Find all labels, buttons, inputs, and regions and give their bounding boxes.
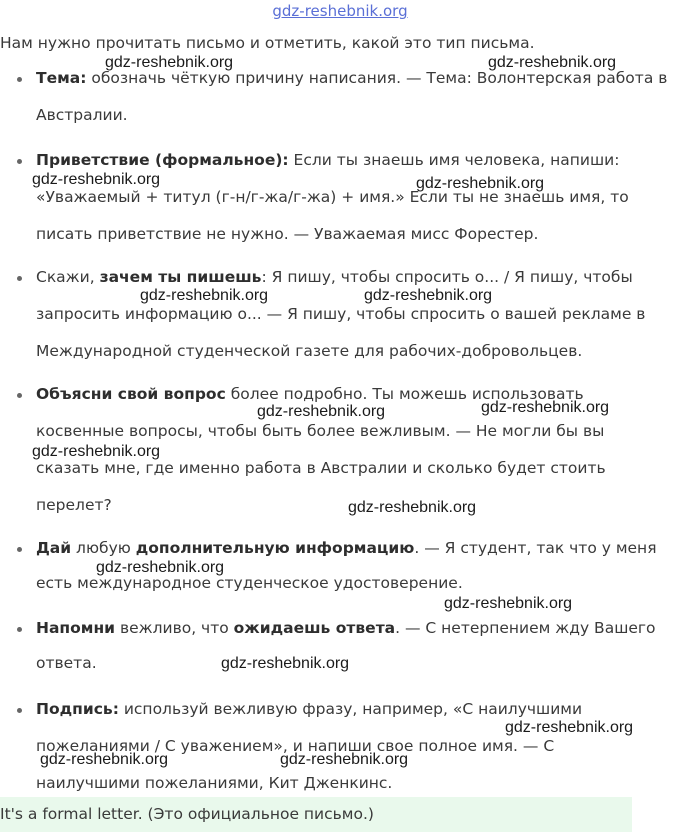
watermark: gdz-reshebnik.org	[32, 443, 161, 460]
intro-text: Нам нужно прочитать письмо и отметить, какой это тип письма.	[0, 34, 535, 52]
watermark: gdz-reshebnik.org	[481, 399, 610, 416]
text-segment: . — Я студент, так что у меня	[414, 539, 657, 557]
text-segment: пожеланиями / С уважением», и напиши свое полное имя. — С	[36, 737, 555, 755]
text-segment: писать приветствие не нужно. — Уважаемая мисс Форестер.	[36, 225, 539, 243]
site-link[interactable]: gdz-reshebnik.org	[272, 2, 408, 20]
list-item-line	[36, 106, 128, 124]
list-item-line	[36, 225, 538, 243]
watermark: gdz-reshebnik.org	[221, 655, 350, 672]
bullet-icon	[17, 276, 22, 281]
bold-term: зачем ты пишешь	[99, 268, 262, 286]
bold-term: ожидаешь ответа	[233, 619, 396, 637]
watermark: gdz-reshebnik.org	[257, 403, 386, 420]
text-segment: Если ты знаешь имя человека, напиши:	[288, 151, 620, 169]
bold-term: Дай	[36, 539, 72, 557]
list-item-line	[36, 496, 112, 514]
watermark: gdz-reshebnik.org	[32, 171, 161, 188]
bullet-icon	[17, 77, 22, 82]
bullet-icon	[17, 159, 22, 164]
list-item-line	[36, 539, 657, 557]
watermark: gdz-reshebnik.org	[140, 287, 269, 304]
text-segment: Международной студенческой газете для рабочих-добровольцев.	[36, 342, 583, 360]
watermark: gdz-reshebnik.org	[40, 751, 169, 768]
text-segment: ответа.	[36, 654, 97, 672]
text-segment: обозначь чёткую причину написания. — Тема: Волонтерская работа в	[86, 69, 668, 87]
watermark: gdz-reshebnik.org	[444, 595, 573, 612]
bullet-icon	[17, 393, 22, 398]
list-item-line	[36, 700, 582, 718]
watermark: gdz-reshebnik.org	[488, 54, 617, 71]
list-item-line	[36, 151, 619, 169]
watermark: gdz-reshebnik.org	[105, 54, 234, 71]
text-segment: запросить информацию о... — Я пишу, чтобы спросить о вашей рекламе в	[36, 305, 646, 323]
watermark: gdz-reshebnik.org	[96, 559, 225, 576]
bold-term: Напомни	[36, 619, 116, 637]
text-segment: Скажи,	[36, 268, 100, 286]
text-segment: используй вежливую фразу, например, «С наилучшими	[118, 700, 583, 718]
text-segment: сказать мне, где именно работа в Австралии и сколько будет стоить	[36, 459, 606, 477]
bold-term: Подпись:	[36, 700, 119, 718]
text-segment: : Я пишу, чтобы спросить о... / Я пишу, чтобы	[261, 268, 633, 286]
watermark: gdz-reshebnik.org	[280, 751, 409, 768]
bold-term: дополнительную информацию	[135, 539, 415, 557]
list-item-line	[36, 459, 606, 477]
watermark: gdz-reshebnik.org	[416, 175, 545, 192]
text-segment: любую	[71, 539, 136, 557]
text-segment: есть международное студенческое удостоверение.	[36, 574, 463, 592]
text-segment: вежливо, что	[115, 619, 234, 637]
text-segment: Австралии.	[36, 106, 128, 124]
list-item-line	[36, 619, 656, 637]
list-item-line	[36, 305, 645, 323]
bullet-icon	[17, 547, 22, 552]
text-segment: косвенные вопросы, чтобы быть более вежливым. — Не могли бы вы	[36, 422, 605, 440]
answer-box	[0, 797, 632, 832]
list-item-line	[36, 774, 392, 792]
list-item-line	[36, 654, 97, 672]
watermark: gdz-reshebnik.org	[348, 499, 477, 516]
list-item-line	[36, 342, 582, 360]
list-item-line	[36, 268, 633, 286]
list-item-line	[36, 422, 604, 440]
watermark: gdz-reshebnik.org	[505, 719, 634, 736]
answer-text: It's a formal letter. (Это официальное письмо.)	[0, 805, 374, 823]
watermark: gdz-reshebnik.org	[364, 287, 493, 304]
text-segment: перелет?	[36, 496, 112, 514]
bold-term: Приветствие (формальное):	[36, 151, 289, 169]
text-segment: «Уважаемый + титул (г-н/г-жа/г-жа) + имя.» Если ты не знаешь имя, то	[36, 188, 629, 206]
bullet-icon	[17, 708, 22, 713]
text-segment: более подробно. Ты можешь использовать	[225, 385, 584, 403]
text-segment: . — С нетерпением жду Вашего	[395, 619, 656, 637]
text-segment: наилучшими пожеланиями, Кит Дженкинс.	[36, 774, 393, 792]
bold-term: Тема:	[36, 69, 87, 87]
bold-term: Объясни свой вопрос	[36, 385, 226, 403]
bullet-icon	[17, 627, 22, 632]
